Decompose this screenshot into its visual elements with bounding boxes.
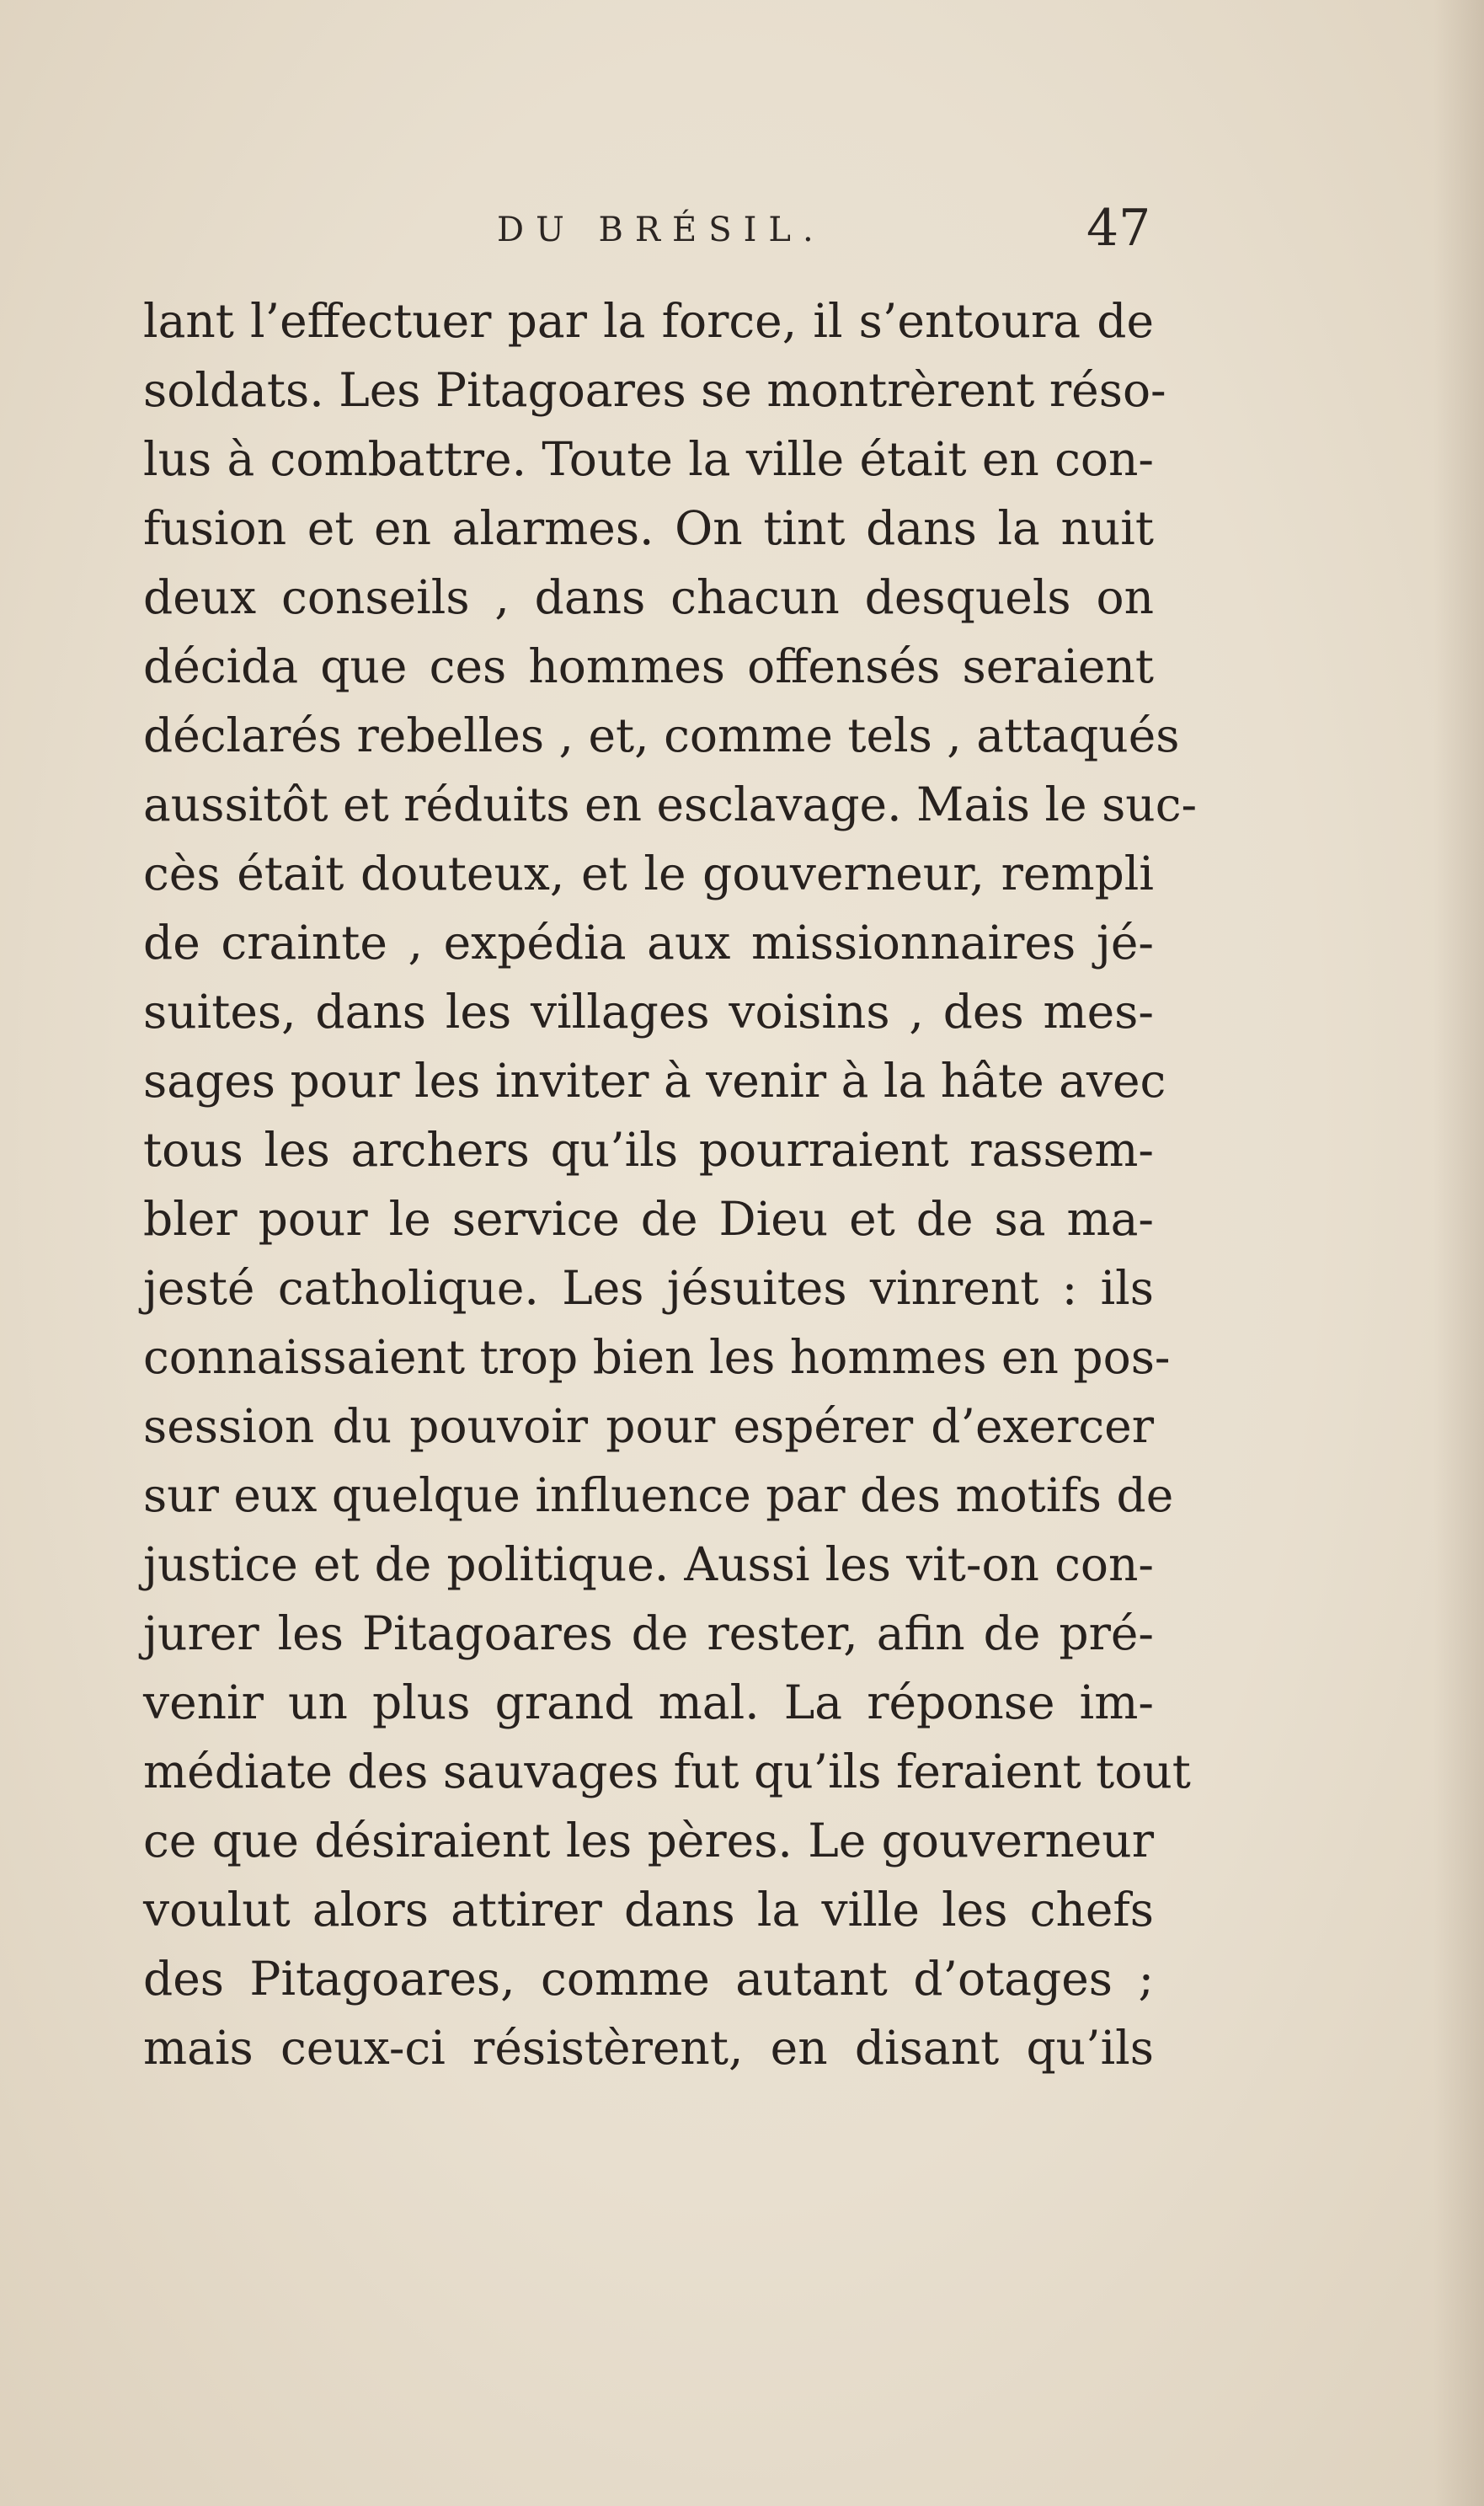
text-line: médiate des sauvages fut qu’ils feraient tout (143, 1745, 1191, 1798)
text-line: justice et de politique. Aussi les vit-on con- (143, 1537, 1154, 1591)
running-head: DU BRÉSIL. (497, 211, 825, 249)
text-line: déclarés rebelles , et, comme tels , attaqués (143, 708, 1180, 762)
text-line: de crainte , expédia aux missionnaires jé- (143, 916, 1154, 970)
text-line: fusion et en alarmes. On tint dans la nuit (143, 501, 1154, 555)
text-line: aussitôt et réduits en esclavage. Mais le suc- (143, 777, 1198, 831)
text-line: bler pour le service de Dieu et de sa ma- (143, 1192, 1154, 1246)
text-line: des Pitagoares, comme autant d’otages ; (143, 1952, 1154, 2006)
text-line: tous les archers qu’ils pourraient rassem- (143, 1123, 1154, 1177)
text-line: deux conseils , dans chacun desquels on (143, 570, 1154, 624)
text-line: jesté catholique. Les jésuites vinrent : ils (143, 1261, 1154, 1315)
text-line: voulut alors attirer dans la ville les chefs (143, 1883, 1154, 1937)
text-line: lus à combattre. Toute la ville était en con- (143, 432, 1154, 486)
text-line: jurer les Pitagoares de rester, afin de pré- (143, 1606, 1154, 1660)
text-line: sages pour les inviter à venir à la hâte avec (143, 1054, 1166, 1108)
text-line: connaissaient trop bien les hommes en pos- (143, 1330, 1171, 1384)
page-number: 47 (1086, 199, 1151, 258)
body-text (143, 286, 1198, 2082)
text-line: sur eux quelque influence par des motifs de (143, 1468, 1174, 1522)
text-line: suites, dans les villages voisins , des mes- (143, 985, 1154, 1039)
text-line: décida que ces hommes offensés seraient (143, 639, 1154, 693)
text-line: venir un plus grand mal. La réponse im- (143, 1675, 1154, 1729)
page-edge-shadow (1433, 0, 1484, 2506)
text-line: lant l’effectuer par la force, il s’entoura de (143, 294, 1154, 348)
text-line: ce que désiraient les pères. Le gouverneur (143, 1814, 1154, 1867)
text-line: mais ceux-ci résistèrent, en disant qu’ils (143, 2021, 1154, 2075)
text-line: soldats. Les Pitagoares se montrèrent réso- (143, 363, 1166, 417)
text-line: cès était douteux, et le gouverneur, rempli (143, 847, 1154, 900)
text-line: session du pouvoir pour espérer d’exercer (143, 1399, 1154, 1453)
